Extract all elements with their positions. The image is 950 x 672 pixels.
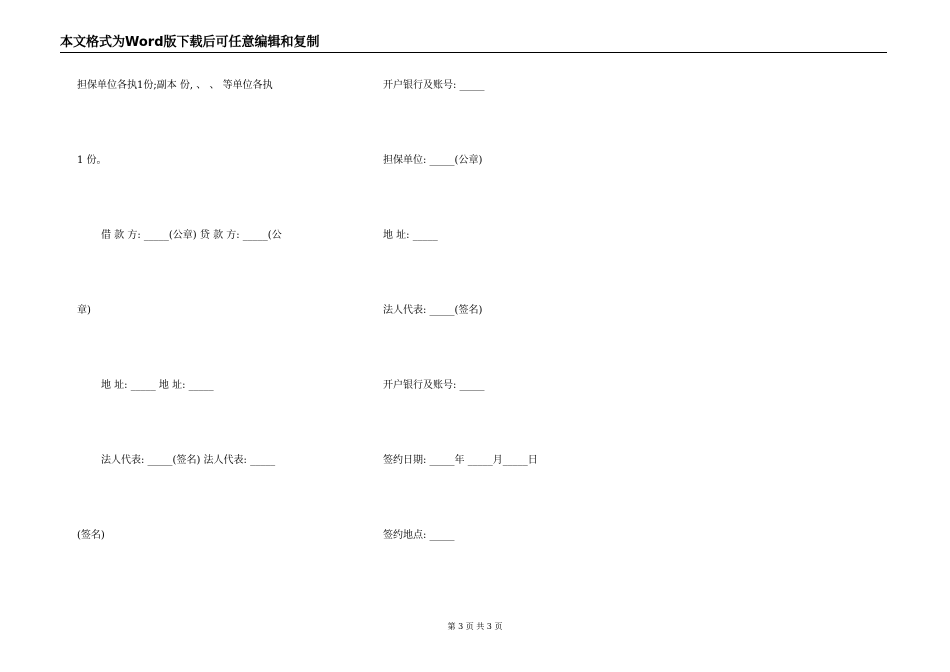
left-line-2: 1 份。 [77, 155, 107, 166]
header-title: 本文格式为Word版下载后可任意编辑和复制 [60, 35, 320, 50]
right-line-5: 开户银行及账号: _____ [383, 380, 485, 391]
right-line-2: 担保单位: _____(公章) [383, 155, 483, 166]
left-line-1: 担保单位各执1份;副本 份, 、 、 等单位各执 [77, 80, 273, 91]
left-line-6: 法人代表: _____(签名) 法人代表: _____ [101, 455, 276, 466]
left-line-5: 地 址: _____ 地 址: _____ [101, 380, 214, 391]
left-line-3: 借 款 方: _____(公章) 贷 款 方: _____(公 [101, 230, 282, 241]
page-footer: 第 3 页 共 3 页 [447, 622, 503, 631]
right-line-7: 签约地点: _____ [383, 530, 455, 541]
right-line-3: 地 址: _____ [383, 230, 438, 241]
left-line-7: (签名) [77, 530, 105, 541]
right-line-1: 开户银行及账号: _____ [383, 80, 485, 91]
page-header [60, 34, 887, 53]
left-line-4: 章) [77, 305, 91, 316]
right-line-4: 法人代表: _____(签名) [383, 305, 483, 316]
right-line-6: 签约日期: _____年 _____月_____日 [383, 455, 538, 466]
